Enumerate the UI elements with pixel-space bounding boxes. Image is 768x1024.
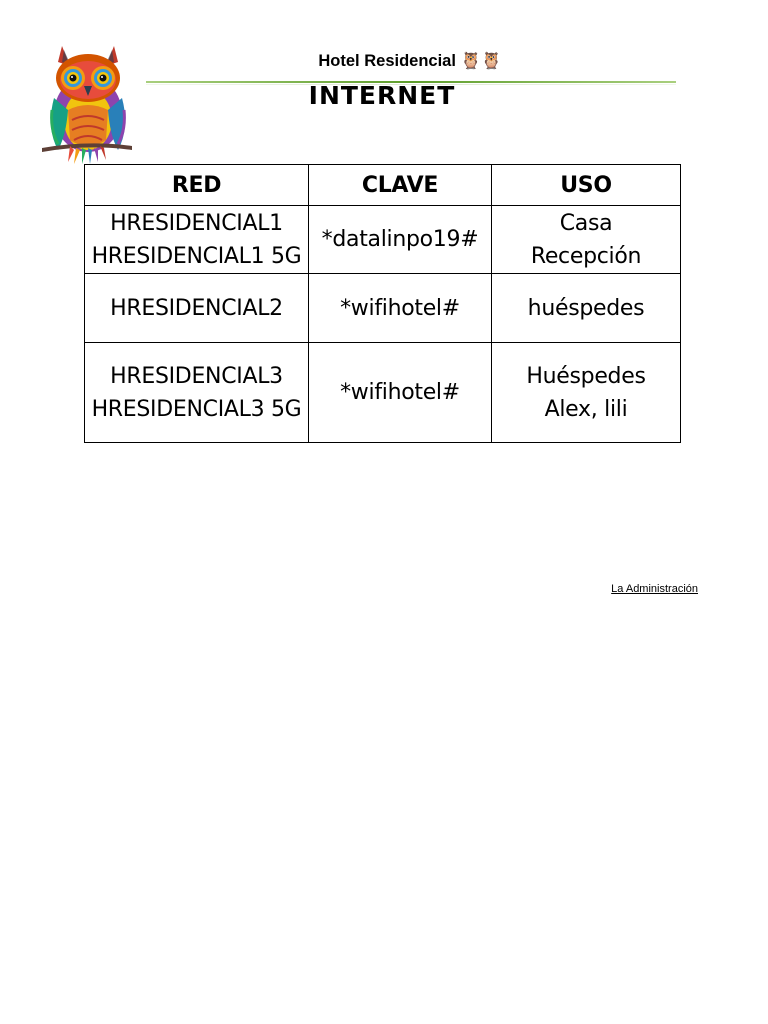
administration-signature: La Administración (611, 583, 698, 595)
usage-value: Alex, lili (544, 396, 628, 422)
table-row (85, 343, 681, 443)
usage-value: Huéspedes (526, 363, 646, 389)
column-header-clave: CLAVE (309, 165, 492, 206)
network-name: HRESIDENCIAL3 5G (91, 396, 302, 422)
network-name: HRESIDENCIAL2 (110, 295, 283, 321)
document-title: INTERNET (308, 81, 456, 110)
table-header-row (85, 165, 681, 206)
password-cell (309, 206, 492, 274)
usage-value: Casa (559, 210, 613, 236)
password-value: *wifihotel# (340, 380, 460, 405)
network-name: HRESIDENCIAL3 (110, 363, 283, 389)
usage-cell (492, 274, 681, 343)
usage-value: Recepción (530, 243, 642, 269)
usage-cell (492, 343, 681, 443)
table-row (85, 274, 681, 343)
usage-value: huéspedes (527, 295, 645, 321)
column-header-red: RED (85, 165, 309, 206)
network-name: HRESIDENCIAL1 (110, 210, 283, 236)
password-cell (309, 274, 492, 343)
owl-icon (40, 40, 136, 164)
column-header-uso: USO (492, 165, 681, 206)
network-name-cell (85, 274, 309, 343)
password-cell (309, 343, 492, 443)
password-value: *datalinpo19# (321, 227, 479, 252)
hotel-name: Hotel Residencial 🦉🦉 (318, 52, 502, 70)
network-name-cell (85, 206, 309, 274)
password-value: *wifihotel# (340, 295, 460, 321)
network-name: HRESIDENCIAL1 5G (91, 243, 302, 269)
usage-cell (492, 206, 681, 274)
wifi-table (84, 164, 681, 443)
table-row (85, 206, 681, 274)
network-name-cell (85, 343, 309, 443)
